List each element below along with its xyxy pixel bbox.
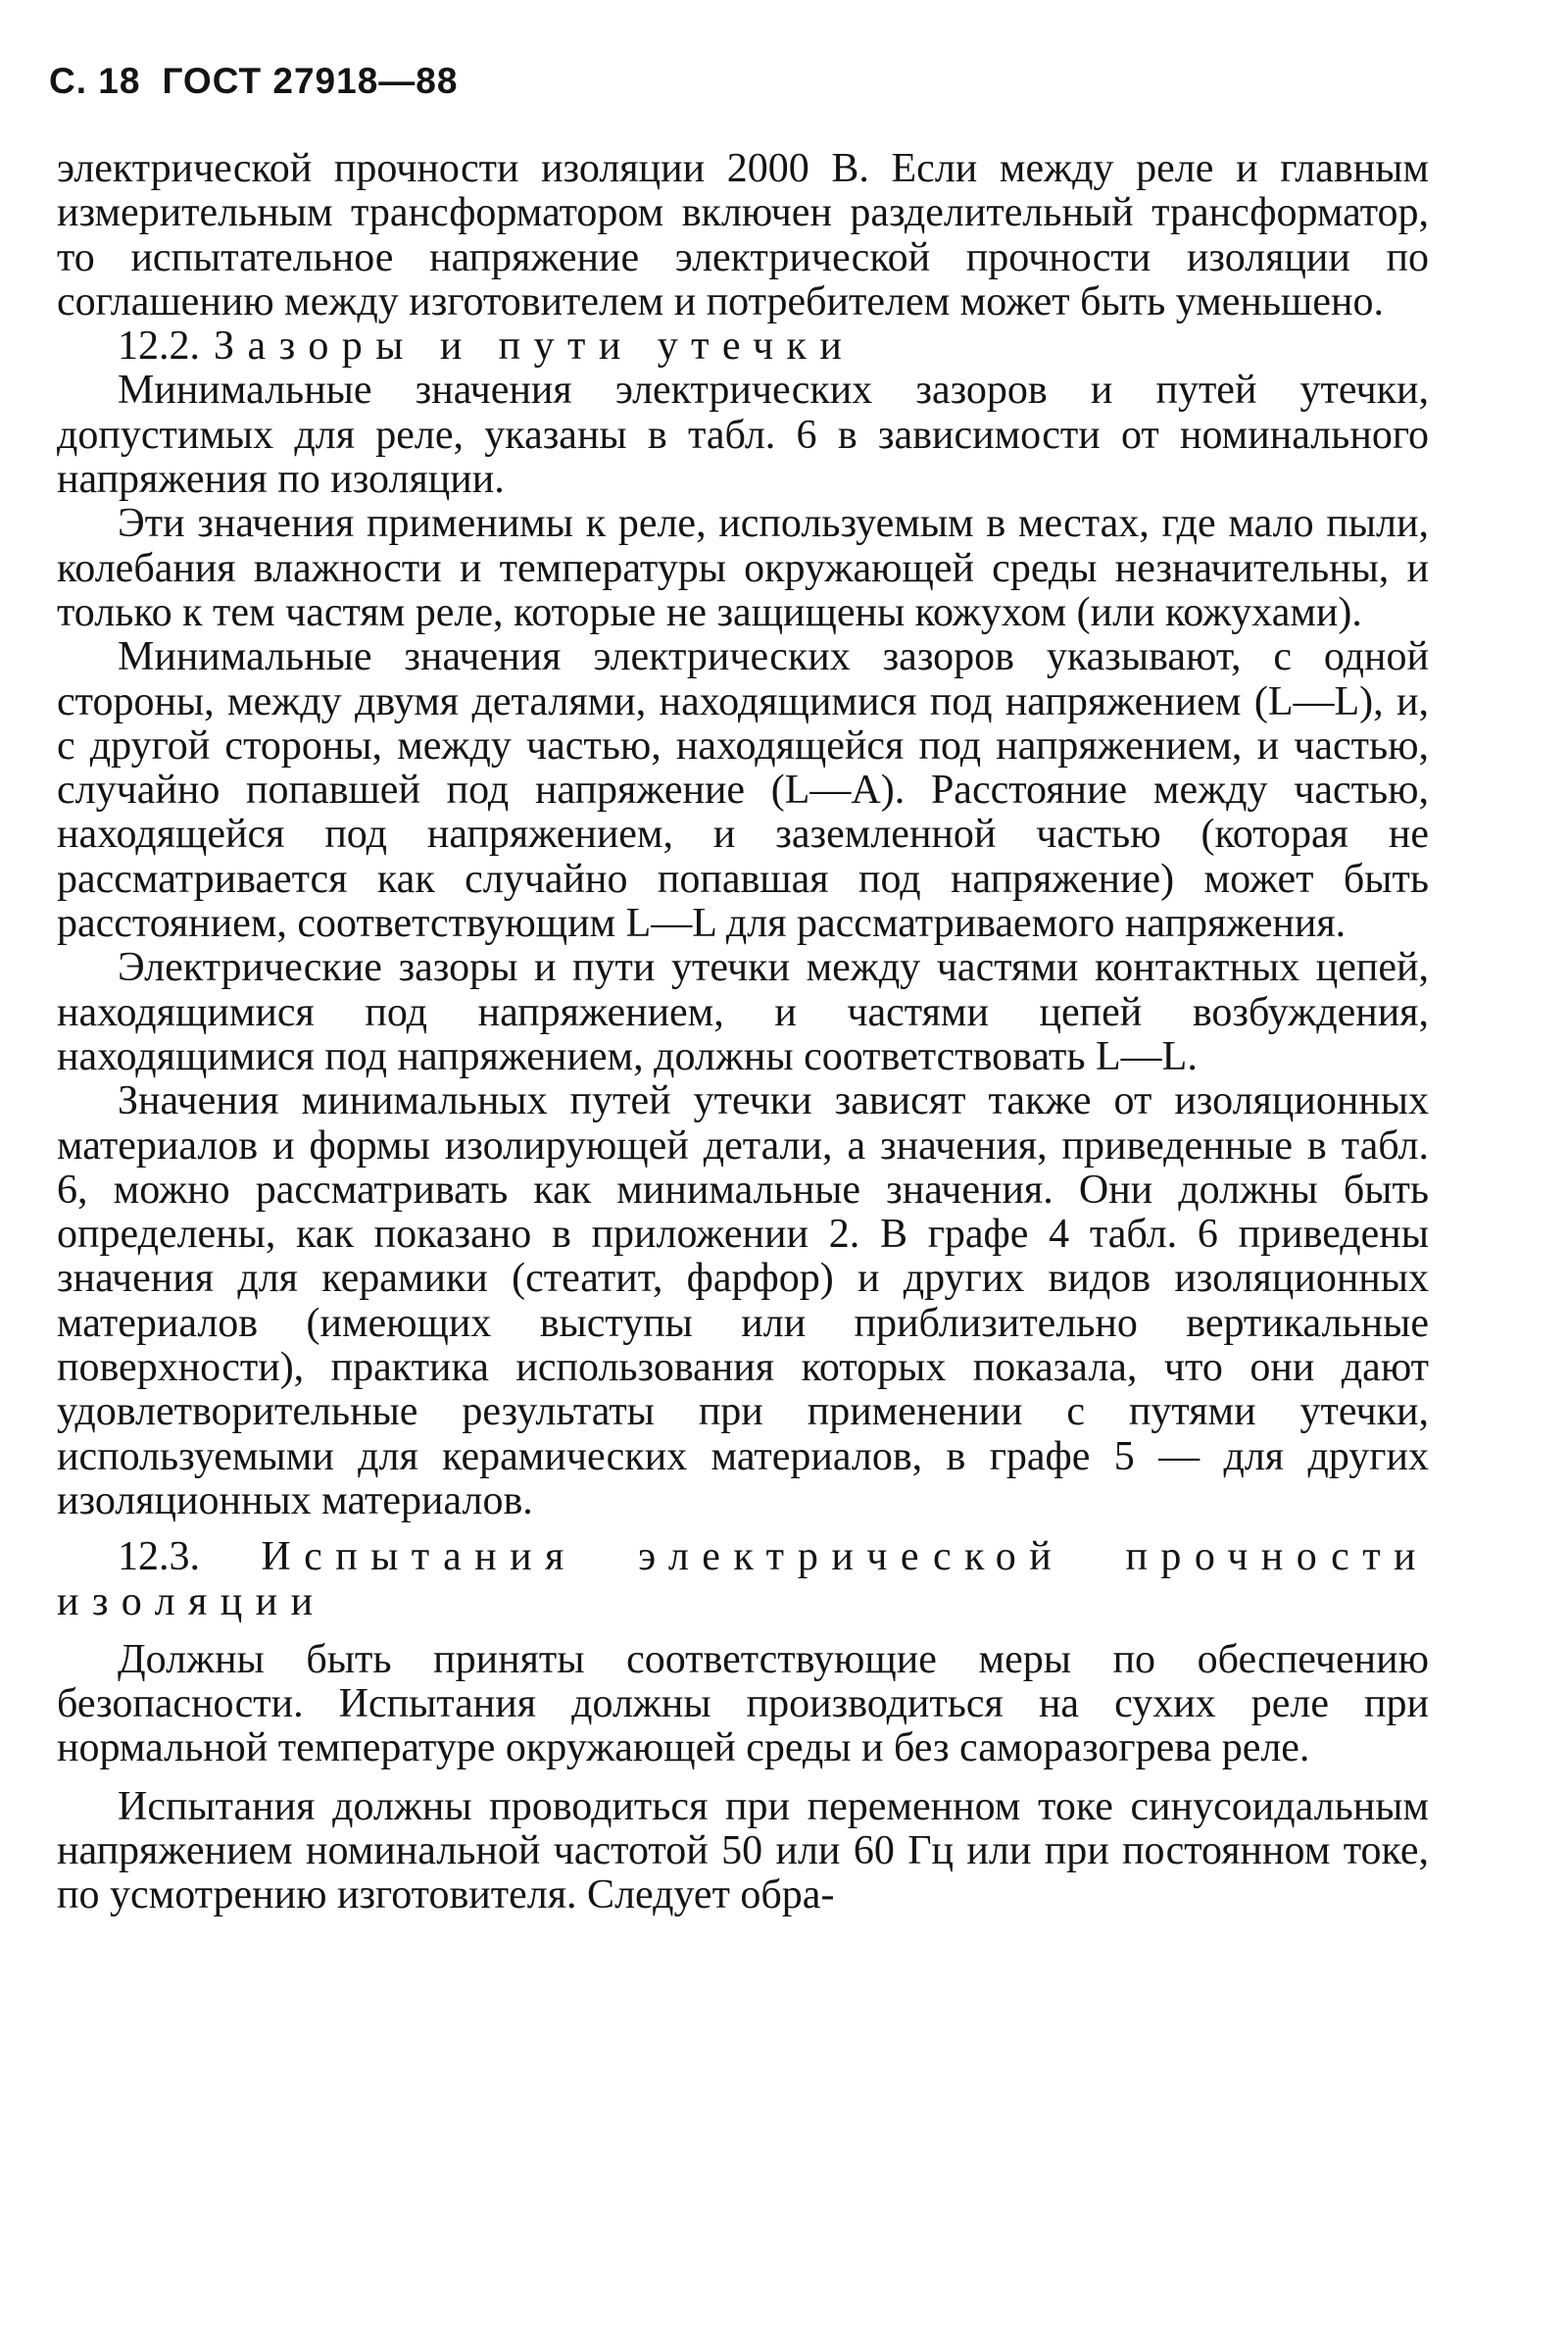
section-number: 12.2.	[118, 324, 200, 370]
section-number: 12.3.	[118, 1534, 200, 1580]
paragraph: Должны быть приняты соответствующие меры по обеспечению безопасности. Испытания должны производиться на сухих реле при нормальной температуре окружающей среды и без саморазогрева реле.	[57, 1636, 1429, 1771]
section-heading-12-3	[57, 1535, 1429, 1579]
section-title-word: электрической	[638, 1534, 1065, 1580]
section-heading-12-2	[57, 324, 1429, 369]
section-title-word: прочности	[1125, 1534, 1429, 1580]
section-title-continuation: изоляции	[57, 1578, 326, 1624]
standard-code: ГОСТ 27918—88	[162, 61, 459, 101]
paragraph: Испытания должны проводиться при переменном токе синусоидальным напряжением номинальной частотой 50 или 60 Гц или при постоянном токе, по усмотрению изготовителя. Следует обра-	[57, 1783, 1429, 1918]
page-number: С. 18	[49, 61, 141, 101]
section-title-word: Испытания	[261, 1534, 577, 1580]
paragraph: Минимальные значения электрических зазоров и путей утечки, допустимых для реле, указаны в табл. 6 в зависимости от номинального напряжения по изоляции.	[57, 368, 1429, 503]
running-header	[49, 61, 479, 102]
paragraph: Значения минимальных путей утечки зависят также от изоляционных материалов и формы изолирующей детали, а значения, приведенные в табл. 6, можно рассматривать как минимальные значения. Они должны быть определены, как показано в приложении 2. В графе 4 табл. 6 приведены значения для керамики (стеатит, фарфор) и других видов изоляционных материалов (имеющих выступы или приблизительно вертикальные поверхности), практика использования которых показала, что они дают удовлетворительные результаты при применении с путями утечки, используемыми для керамических материалов, в графе 5 — для других изоляционных материалов.	[57, 1078, 1429, 1523]
section-title: Зазоры и пути утечки	[214, 324, 856, 370]
paragraph-continuation: электрической прочности изоляции 2000 В. Если между реле и главным измерительным трансформатором включен разделительный трансформатор, то испытательное напряжение электрической прочности изоляции по соглашению между изготовителем и потребителем может быть уменьшено.	[57, 146, 1429, 324]
paragraph: Электрические зазоры и пути утечки между частями контактных цепей, находящимися под напряжением, и частями цепей возбуждения, находящимися под напряжением, должны соответствовать L—L.	[57, 945, 1429, 1079]
paragraph: Эти значения применимы к реле, используемым в местах, где мало пыли, колебания влажности и температуры окружающей среды незначительны, и только к тем частям реле, которые не защищены кожухом (или кожухами).	[57, 501, 1429, 635]
body-text	[57, 147, 1429, 1918]
paragraph: Минимальные значения электрических зазоров указывают, с одной стороны, между двумя деталями, находящимися под напряжением (L—L), и, с другой стороны, между частью, находящейся под напряжением, и частью, случайно попавшей под напряжение (L—A). Расстояние между частью, находящейся под напряжением, и заземленной частью (которая не рассматривается как случайно попавшая под напряжение) может быть расстоянием, соответствующим L—L для рассматриваемого напряжения.	[57, 634, 1429, 947]
section-heading-line	[118, 1535, 1429, 1579]
